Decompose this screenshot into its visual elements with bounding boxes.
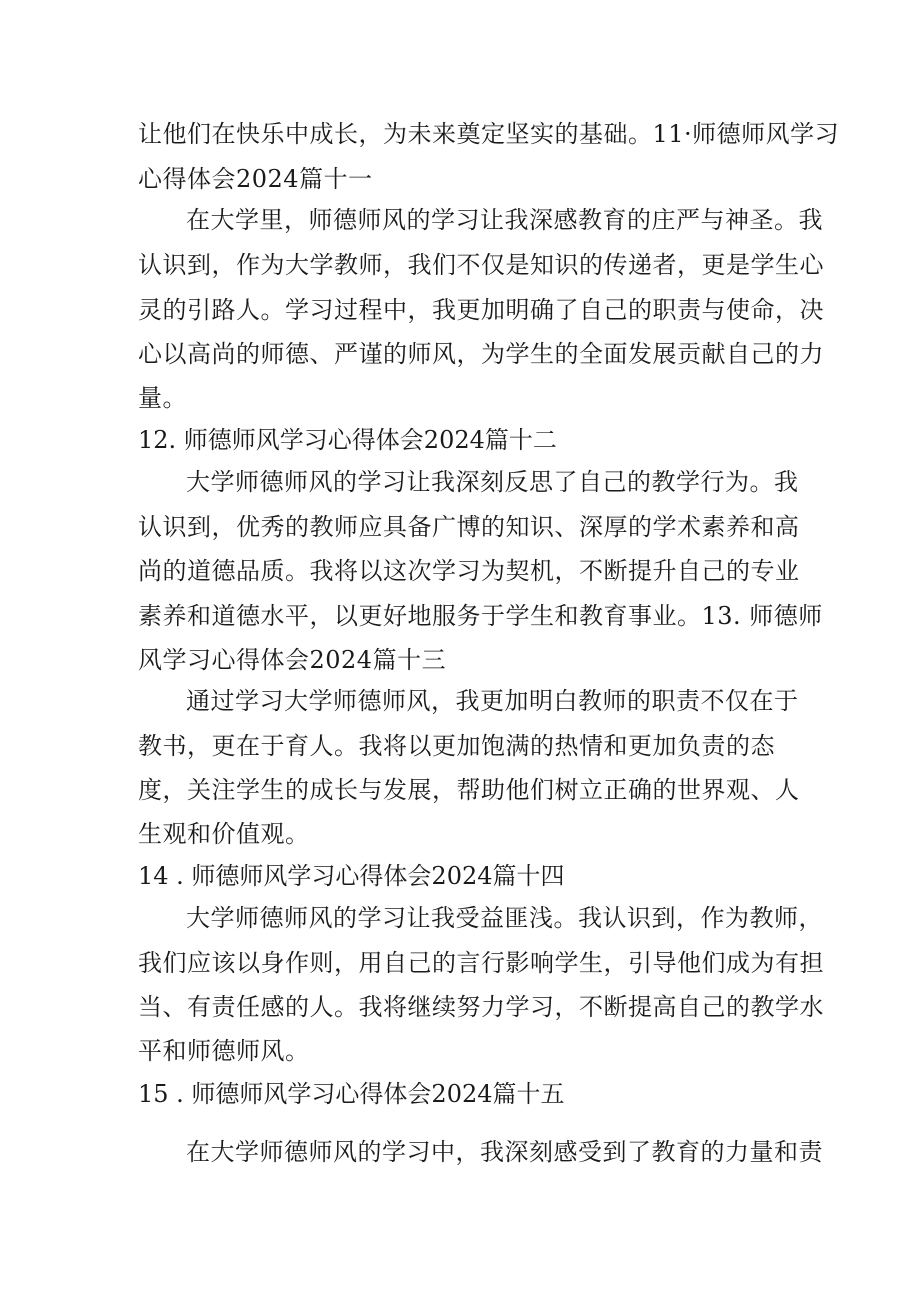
paragraph-line: 尚的道德品质。我将以这次学习为契机，不断提升自己的专业 — [138, 557, 800, 585]
section-heading-14: 14 . 师德师风学习心得体会2024篇十四 — [138, 862, 565, 890]
paragraph-line: 大学师德师风的学习让我深刻反思了自己的教学行为。我 — [186, 468, 799, 496]
paragraph-line: 通过学习大学师德师风，我更加明白教师的职责不仅在于 — [186, 687, 799, 715]
paragraph-line: 我们应该以身作则，用自己的言行影响学生，引导他们成为有担 — [138, 949, 824, 977]
text-line: 心得体会2024篇十一 — [138, 165, 373, 193]
section-heading-12: 12. 师德师风学习心得体会2024篇十二 — [138, 426, 557, 454]
paragraph-line: 度，关注学生的成长与发展，帮助他们树立正确的世界观、人 — [138, 776, 800, 804]
paragraph-line: 当、有责任感的人。我将继续努力学习，不断提高自己的教学水 — [138, 993, 824, 1021]
text-line: 让他们在快乐中成长，为未来奠定坚实的基础。11·师德师风学习 — [138, 120, 840, 148]
paragraph-line: 素养和道德水平，以更好地服务于学生和教育事业。13. 师德师 — [138, 602, 823, 630]
paragraph-line: 在大学里，师德师风的学习让我深感教育的庄严与神圣。我 — [186, 206, 823, 234]
paragraph-line: 教书，更在于育人。我将以更加饱满的热情和更加负责的态 — [138, 732, 775, 760]
paragraph-line: 认识到，作为大学教师，我们不仅是知识的传递者，更是学生心 — [138, 251, 824, 279]
paragraph-line: 灵的引路人。学习过程中，我更加明确了自己的职责与使命，决 — [138, 296, 824, 324]
paragraph-line: 量。 — [138, 384, 187, 412]
paragraph-line: 认识到，优秀的教师应具备广博的知识、深厚的学术素养和高 — [138, 513, 800, 541]
paragraph-line: 心以高尚的师德、严谨的师风，为学生的全面发展贡献自己的力 — [138, 340, 824, 368]
paragraph-line: 在大学师德师风的学习中，我深刻感受到了教育的力量和责 — [186, 1138, 823, 1166]
paragraph-line: 大学师德师风的学习让我受益匪浅。我认识到，作为教师， — [186, 904, 823, 932]
paragraph-line: 生观和价值观。 — [138, 820, 310, 848]
paragraph-line: 平和师德师风。 — [138, 1037, 310, 1065]
section-heading-15: 15 . 师德师风学习心得体会2024篇十五 — [138, 1080, 565, 1108]
paragraph-line: 风学习心得体会2024篇十三 — [138, 646, 447, 674]
